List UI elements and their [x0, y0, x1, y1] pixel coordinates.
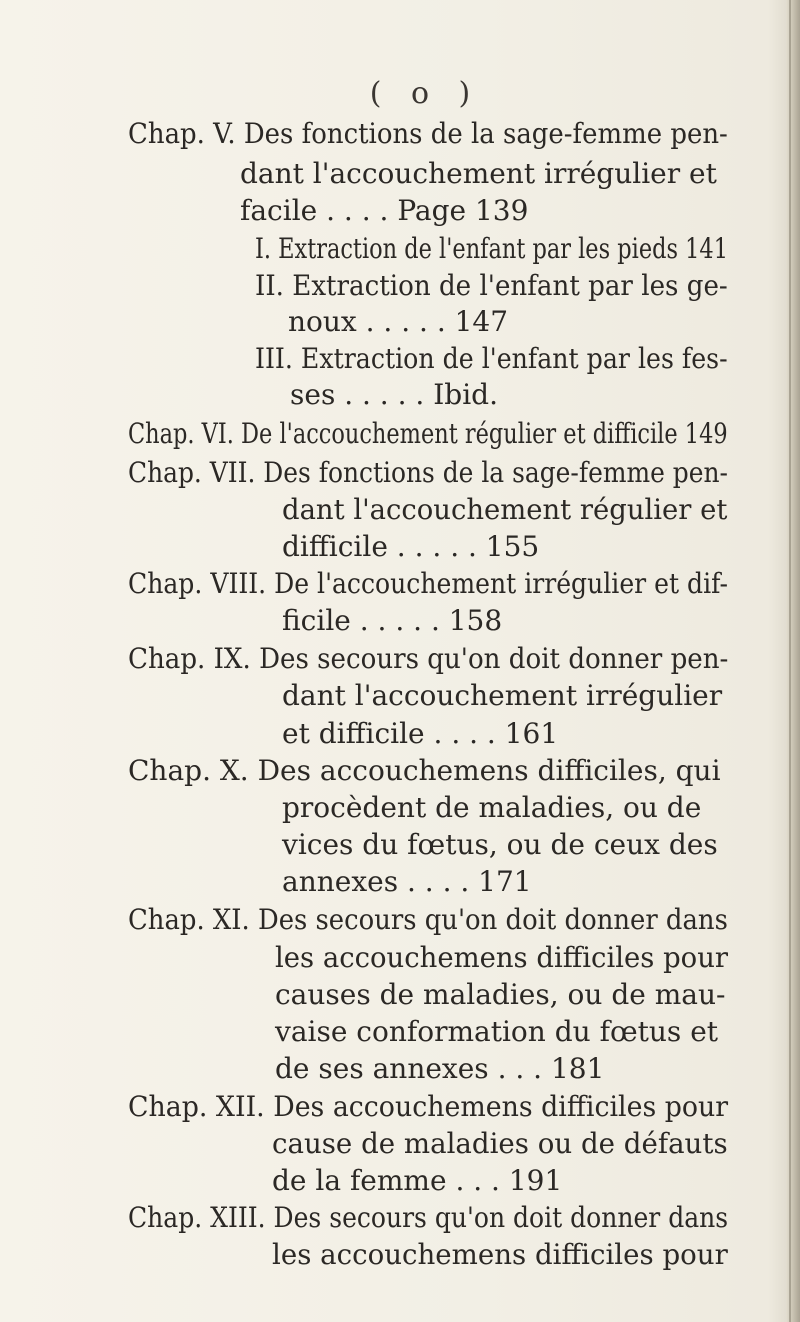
toc-line: noux . . . . . 147 [288, 305, 509, 338]
toc-line: vices du fœtus, ou de ceux des [282, 828, 718, 861]
toc-line: dant l'accouchement irrégulier [282, 679, 723, 712]
toc-line: Chap. V. Des fonctions de la sage-femme pen- [128, 117, 728, 150]
toc-line: ses . . . . . Ibid. [290, 378, 498, 411]
toc-line: Chap. X. Des accouchemens difficiles, qui [128, 754, 721, 787]
toc-line: procèdent de maladies, ou de [282, 791, 702, 824]
toc-line: I. Extraction de l'enfant par les pieds 141 [255, 232, 729, 265]
toc-line: annexes . . . . 171 [282, 865, 532, 898]
toc-line: de la femme . . . 191 [272, 1164, 563, 1197]
toc-line: Chap. IX. Des secours qu'on doit donner pen- [128, 642, 729, 675]
toc-line: Chap. VI. De l'accouchement régulier et difficile 149 [128, 417, 728, 450]
toc-line: et difficile . . . . 161 [282, 717, 559, 750]
toc-line: Chap. VIII. De l'accouchement irrégulier et dif- [128, 567, 728, 600]
toc-line: Chap. XII. Des accouchemens difficiles pour [128, 1090, 729, 1123]
toc-line: difficile . . . . . 155 [282, 530, 540, 563]
toc-line: II. Extraction de l'enfant par les ge- [255, 269, 728, 302]
toc-line: Chap. XI. Des secours qu'on doit donner dans [128, 903, 728, 936]
toc-line: cause de maladies ou de défauts [272, 1127, 728, 1160]
toc-line: dant l'accouchement régulier et [282, 493, 728, 526]
toc-line: causes de maladies, ou de mau- [275, 978, 726, 1011]
toc-line: vaise conformation du fœtus et [275, 1015, 719, 1048]
toc-line: facile . . . . Page 139 [240, 194, 529, 227]
page-edge-line [789, 0, 791, 1322]
page-header: ( o ) [369, 76, 481, 111]
toc-line: les accouchemens difficiles pour [272, 1238, 728, 1271]
toc-line: les accouchemens difficiles pour [275, 941, 729, 974]
toc-line: Chap. VII. Des fonctions de la sage-femme pen- [128, 456, 728, 489]
toc-line: de ses annexes . . . 181 [275, 1052, 605, 1085]
toc-line: dant l'accouchement irrégulier et [240, 157, 717, 190]
toc-line: III. Extraction de l'enfant par les fes- [255, 342, 728, 375]
toc-line: ficile . . . . . 158 [282, 604, 503, 637]
toc-line: Chap. XIII. Des secours qu'on doit donner dans [128, 1201, 729, 1234]
